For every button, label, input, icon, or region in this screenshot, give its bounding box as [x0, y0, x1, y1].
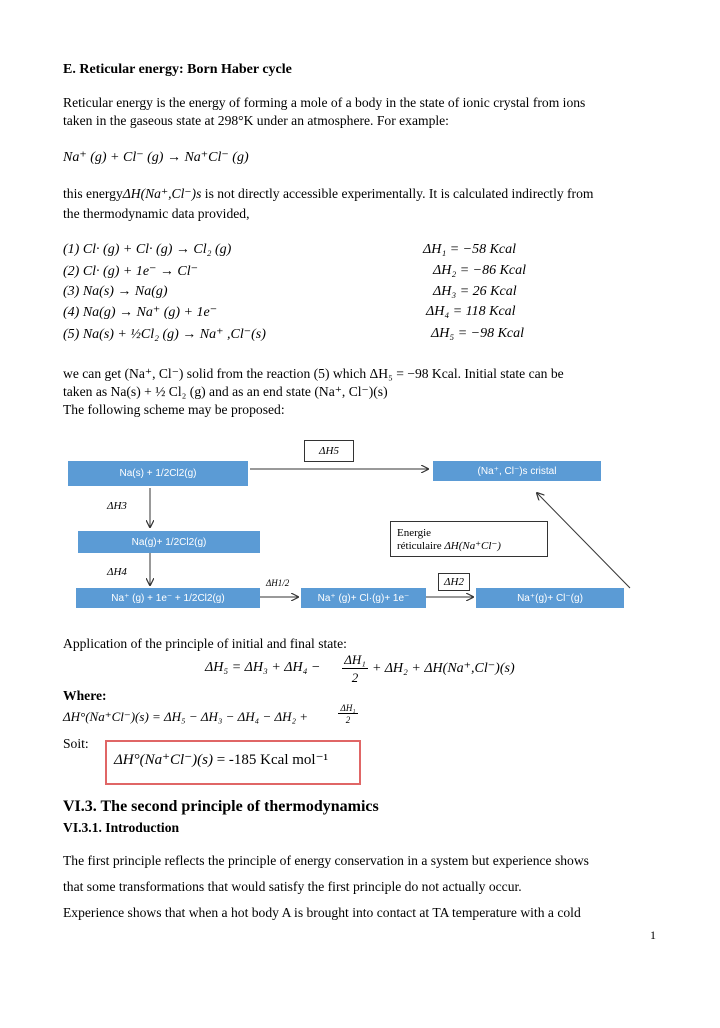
paragraph-line: that some transformations that would satisfy the first principle do not actually occur. — [63, 879, 522, 894]
fraction-denominator: 2 — [351, 670, 359, 685]
where-label: Where: — [63, 688, 107, 703]
fraction-numerator: ΔH₁ — [338, 703, 358, 714]
box-chlorine-radical: Na⁺ (g)+ Cl·(g)+ 1e⁻ — [301, 588, 426, 608]
paragraph-line: the thermodynamic data provided, — [63, 206, 250, 221]
page-number: 1 — [650, 928, 656, 942]
label-dh2: ΔH2 — [438, 573, 470, 591]
reaction-equation: (4) Na(g) → Na⁺ (g) + 1e⁻ — [63, 305, 218, 320]
box-initial-state: Na(s) + 1/2Cl2(g) — [68, 461, 248, 486]
paragraph-line: taken in the gaseous state at 298°K under an atmosphere. For example: — [63, 113, 449, 128]
box-sodium-gas: Na(g)+ 1/2Cl2(g) — [78, 531, 260, 553]
result-value: = -185 Kcal mol⁻¹ — [216, 752, 328, 768]
label-lattice-energy — [390, 521, 548, 557]
box-final-state: (Na⁺, Cl⁻)s cristal — [433, 461, 601, 481]
section-heading: E. Reticular energy: Born Haber cycle — [63, 62, 292, 77]
reaction-enthalpy: ΔH₂ = −86 Kcal — [433, 263, 527, 278]
paragraph-line: Reticular energy is the energy of forming a mole of a body in the state of ionic crystal from ions — [63, 95, 586, 110]
label-dh5: ΔH5 — [304, 440, 354, 462]
label-dh1-half: ΔH1/2 — [266, 578, 290, 588]
paragraph-line: we can get (Na⁺, Cl⁻) solid from the reaction (5) which ΔH₅ = −98 Kcal. Initial state can be — [63, 366, 564, 381]
reaction-enthalpy: ΔH₅ = −98 Kcal — [431, 326, 525, 341]
label-dh3: ΔH3 — [107, 500, 127, 512]
label-dh4: ΔH4 — [107, 566, 127, 578]
lattice-symbol: ΔH(Na⁺Cl⁻) — [444, 539, 501, 552]
box-sodium-ion: Na⁺ (g) + 1e⁻ + 1/2Cl2(g) — [76, 588, 260, 608]
reaction-enthalpy: ΔH₄ = 118 Kcal — [426, 304, 516, 319]
paragraph-line: The following scheme may be proposed: — [63, 402, 285, 417]
cycle-equation: + ΔH₂ + ΔH(Na⁺,Cl⁻)(s) — [372, 661, 515, 676]
lattice-text-line — [397, 539, 501, 552]
cycle-equation: ΔH₅ = ΔH₃ + ΔH₄ − — [205, 660, 321, 675]
paragraph-line: Application of the principle of initial and final state: — [63, 636, 347, 651]
fraction-numerator: ΔH₁ — [342, 652, 368, 669]
result-symbol: ΔH°(Na⁺Cl⁻)(s) — [114, 752, 213, 768]
where-equation: ΔH°(Na⁺Cl⁻)(s) = ΔH₅ − ΔH₃ − ΔH₄ − ΔH₂ + — [63, 709, 309, 724]
reaction-enthalpy: ΔH₁ = −58 Kcal — [423, 242, 517, 257]
result-equation — [114, 750, 328, 769]
box-gaseous-ions: Na⁺(g)+ Cl⁻(g) — [476, 588, 624, 608]
section-heading: VI.3. The second principle of thermodynamics — [63, 798, 379, 815]
reaction-equation: (1) Cl· (g) + Cl· (g) → Cl₂ (g) — [63, 242, 232, 257]
lattice-text: Energie — [397, 526, 432, 539]
paragraph-text: is not directly accessible experimentally. It is calculated indirectly from — [204, 186, 594, 201]
paragraph-text: this energy — [63, 186, 123, 201]
enthalpy-symbol: ΔH(Na⁺,Cl⁻)s — [122, 186, 202, 201]
reaction-enthalpy: ΔH₃ = 26 Kcal — [433, 284, 517, 299]
soit-label: Soit: — [63, 736, 89, 751]
reaction-equation: (5) Na(s) + ½Cl₂ (g) → Na⁺ ,Cl⁻(s) — [63, 327, 266, 342]
paragraph-line: Experience shows that when a hot body A is brought into contact at TA temperature with a cold — [63, 905, 581, 920]
fraction-denominator: 2 — [345, 715, 351, 725]
lattice-text: réticulaire — [397, 539, 442, 552]
reaction-equation: (3) Na(s) → Na(g) — [63, 284, 168, 299]
example-equation: Na⁺ (g) + Cl⁻ (g) → Na⁺Cl⁻ (g) — [63, 150, 249, 165]
reaction-equation: (2) Cl· (g) + 1e⁻ → Cl⁻ — [63, 264, 199, 279]
subsection-heading: VI.3.1. Introduction — [63, 820, 180, 835]
paragraph-line: The first principle reflects the principle of energy conservation in a system but experience shows — [63, 853, 589, 868]
arrow-lattice — [537, 493, 630, 588]
paragraph-line: taken as Na(s) + ½ Cl₂ (g) and as an end state (Na⁺, Cl⁻)(s) — [63, 384, 388, 399]
